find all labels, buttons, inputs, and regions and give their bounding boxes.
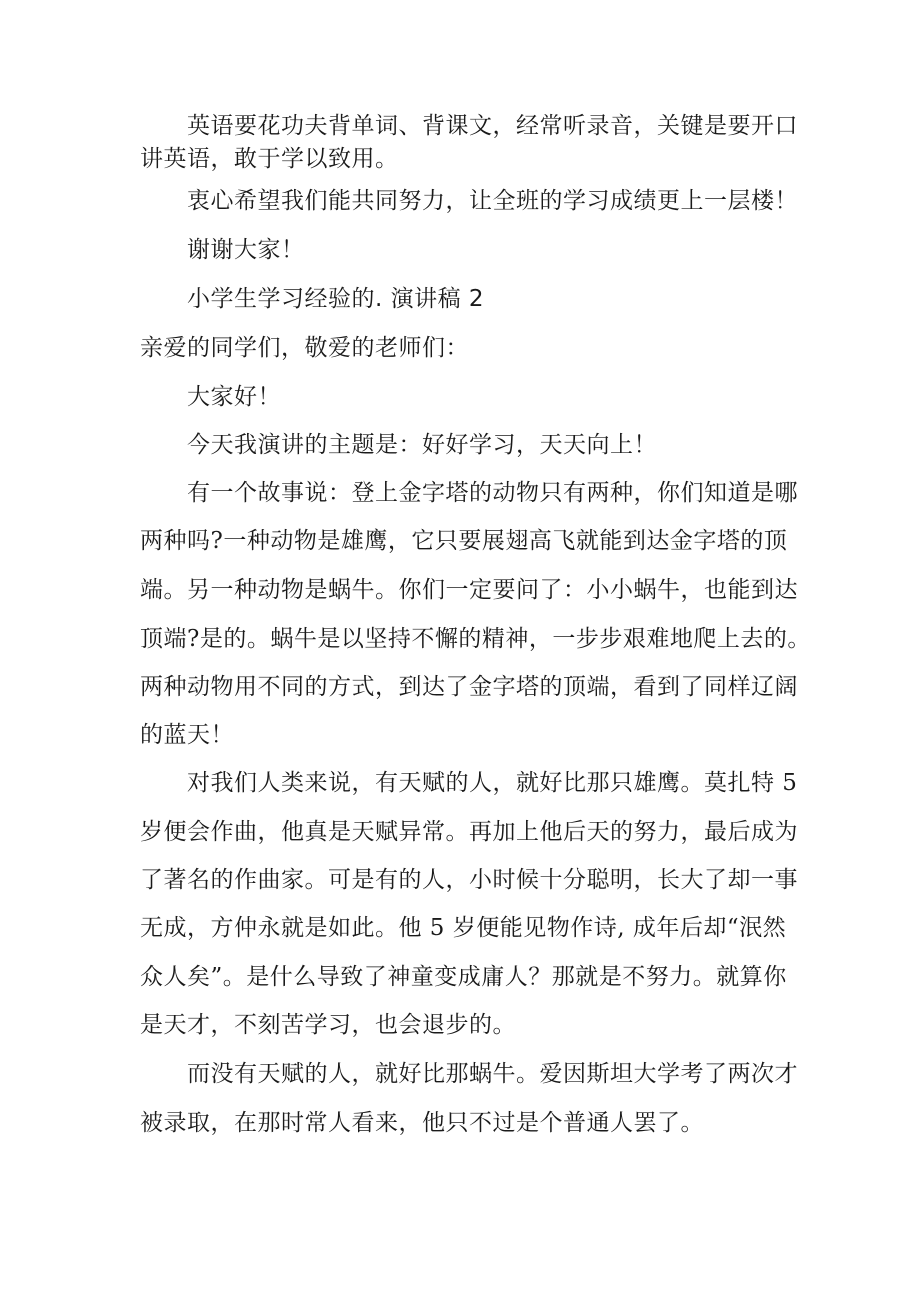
paragraph-line: 了著名的作曲家。可是有的人，小时候十分聪明，长大了却一事	[140, 867, 798, 893]
closing-line: 谢谢大家！	[187, 237, 305, 263]
paragraph-line: 无成，方仲永就是如此。他 5 岁便能见物作诗, 成年后却“泯然	[140, 915, 787, 941]
paragraph-line: 两种动物用不同的方式，到达了金字塔的顶端，看到了同样辽阔	[140, 674, 798, 700]
theme-line: 今天我演讲的主题是：好好学习，天天向上！	[187, 432, 657, 458]
paragraph-line: 英语要花功夫背单词、背课文，经常听录音，关键是要开口	[187, 113, 798, 139]
paragraph-line: 众人矣”。是什么导致了神童变成庸人？那就是不努力。就算你	[140, 964, 787, 990]
paragraph-line: 被录取，在那时常人看来，他只不过是个普通人罢了。	[140, 1110, 704, 1136]
salutation-line: 亲爱的同学们，敬爱的老师们：	[140, 335, 469, 361]
section-title: 小学生学习经验的. 演讲稿 2	[187, 286, 485, 312]
paragraph-line: 衷心希望我们能共同努力，让全班的学习成绩更上一层楼！	[187, 188, 798, 214]
paragraph-line: 的蓝天！	[140, 722, 234, 748]
paragraph-line: 端。另一种动物是蜗牛。你们一定要问了：小小蜗牛，也能到达	[140, 577, 798, 603]
paragraph-line: 顶端?是的。蜗牛是以坚持不懈的精神，一步步艰难地爬上去的。	[140, 626, 811, 652]
paragraph-line: 两种吗?一种动物是雄鹰，它只要展翅高飞就能到达金字塔的顶	[140, 528, 788, 554]
paragraph-line: 讲英语，敢于学以致用。	[140, 146, 399, 172]
paragraph-line: 岁便会作曲，他真是天赋异常。再加上他后天的努力，最后成为	[140, 819, 798, 845]
paragraph-line: 有一个故事说：登上金字塔的动物只有两种，你们知道是哪	[187, 480, 798, 506]
paragraph-line: 是天才，不刻苦学习，也会退步的。	[140, 1012, 516, 1038]
greeting-line: 大家好！	[187, 384, 281, 410]
paragraph-line: 而没有天赋的人，就好比那蜗牛。爱因斯坦大学考了两次才	[187, 1061, 798, 1087]
paragraph-line: 对我们人类来说，有天赋的人，就好比那只雄鹰。莫扎特 5	[187, 770, 798, 796]
